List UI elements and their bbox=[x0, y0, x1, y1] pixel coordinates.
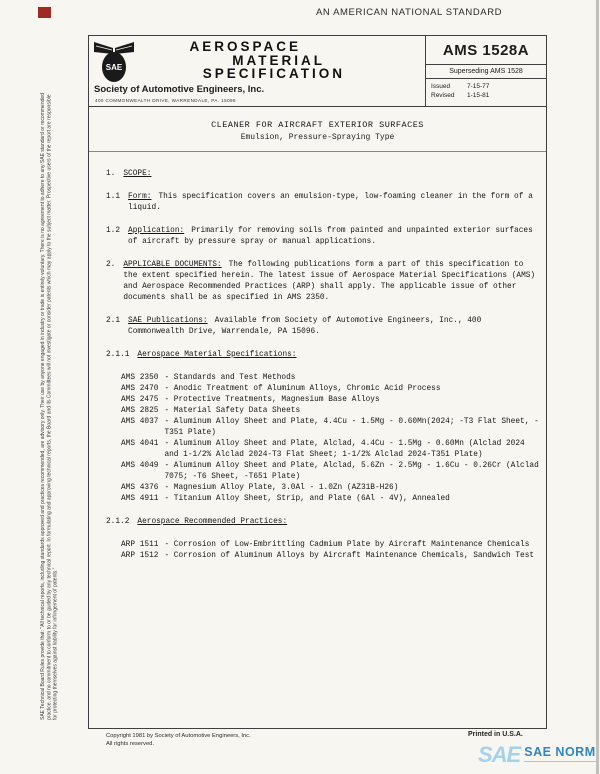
ams-code: AMS 4037 bbox=[121, 418, 159, 426]
ams-code: AMS 4376 bbox=[121, 484, 159, 492]
section-2-1 bbox=[106, 316, 540, 338]
section-heading: Application: bbox=[128, 227, 185, 235]
rights-line: All rights reserved. bbox=[106, 740, 155, 747]
list-item bbox=[121, 406, 540, 417]
document-header bbox=[89, 36, 546, 107]
ams-description: - Anodic Treatment of Aluminum Alloys, Chromic Acid Process bbox=[164, 385, 441, 393]
org-name: Society of Automotive Engineers, Inc. bbox=[94, 84, 265, 95]
section-number: 2. bbox=[106, 261, 116, 269]
list-item bbox=[121, 494, 540, 505]
arp-code: ARP 1511 bbox=[121, 541, 159, 549]
section-number: 2.1.1 bbox=[106, 351, 130, 359]
sae-norm-watermark bbox=[478, 744, 596, 766]
superseding-note: Superseding AMS 1528 bbox=[426, 65, 546, 79]
revised-label: Revised bbox=[431, 92, 455, 99]
ams-code: AMS 2350 bbox=[121, 374, 159, 382]
red-corner-mark bbox=[38, 7, 51, 18]
section-1-2 bbox=[106, 226, 540, 248]
scan-edge-shadow bbox=[596, 0, 599, 774]
section-number: 2.1.2 bbox=[106, 518, 130, 526]
list-item bbox=[121, 439, 540, 461]
section-text: Available from Society of Automotive Engineers, Inc., 400 Commonwealth Drive, Warrendale, PA 15096. bbox=[128, 317, 482, 336]
issued-date: 7-15-77 bbox=[467, 83, 490, 90]
list-item bbox=[121, 461, 540, 483]
section-heading: APPLICABLE DOCUMENTS: bbox=[123, 261, 222, 269]
date-block bbox=[426, 79, 546, 100]
arp-reference-list bbox=[121, 540, 540, 562]
spec-number: AMS 1528A bbox=[426, 36, 546, 65]
ams-description: - Aluminum Alloy Sheet and Plate, Alclad, 4.4Cu - 1.5Mg - 0.60Mn (Alclad 2024 and 1-1/2% Alclad 2024-T3 Flat Sheet; 1-1/2% Alclad 2024-T351 Plate) bbox=[164, 440, 525, 459]
header-left bbox=[89, 36, 425, 106]
ams-description: - Aluminum Alloy Sheet and Plate, 4.4Cu - 1.5Mg - 0.60Mn(2024; -T3 Flat Sheet, -T351 Plate) bbox=[164, 418, 539, 437]
section-1-1 bbox=[106, 192, 540, 214]
ansi-banner: AN AMERICAN NATIONAL STANDARD bbox=[316, 7, 503, 18]
list-item bbox=[121, 395, 540, 406]
arp-description: - Corrosion of Low-Embrittling Cadmium Plate by Aircraft Maintenance Chemicals bbox=[164, 541, 530, 549]
section-text: The following publications form a part of this specification to the extent specified herein. The latest issue of Aerospace Material Specifications (AMS) and Aerospace Recommended Practices (ARP) shall apply. The applicable issue of other documents shall be as specified in AMS 2350. bbox=[123, 261, 536, 302]
ams-description: - Titanium Alloy Sheet, Strip, and Plate (6Al - 4V), Annealed bbox=[164, 495, 450, 503]
sae-logo-icon bbox=[93, 39, 135, 90]
section-1 bbox=[106, 169, 540, 180]
issued-row bbox=[431, 82, 541, 91]
section-heading: Form: bbox=[128, 193, 152, 201]
section-number: 1.1 bbox=[106, 193, 121, 201]
list-item bbox=[121, 551, 540, 562]
document-title-block bbox=[89, 107, 546, 152]
section-heading: SCOPE: bbox=[123, 170, 152, 178]
list-item bbox=[121, 384, 540, 395]
list-item bbox=[121, 540, 540, 551]
document-frame bbox=[88, 35, 547, 729]
copyright-block bbox=[106, 733, 251, 748]
printed-in-usa: Printed in U.S.A. bbox=[468, 731, 523, 738]
ams-description: - Aluminum Alloy Sheet and Plate, Alclad, 5.6Zn - 2.5Mg - 1.6Cu - 0.26Cr (Alclad 7075; -T6 Sheet, -T651 Plate) bbox=[164, 462, 539, 481]
revised-date: 1-15-81 bbox=[467, 92, 490, 99]
ams-description: - Protective Treatments, Magnesium Base Alloys bbox=[164, 396, 380, 404]
ams-code: AMS 4911 bbox=[121, 495, 159, 503]
ams-reference-list bbox=[121, 373, 540, 505]
document-body bbox=[89, 152, 546, 562]
sidebar-disclaimer: SAE Technical Board Rules provide that: "All technical reports, including standards approved and practices recommended, are advisory only. Their use by anyone engaged in industry or trade is entirely voluntary. There is no agreement to adhere to any SAE standard or recommended practice, and no commitment to conform to or be guided by any technical report. In formulating and approving technical reports, the Board and its Committees will not investigate or consider patents which may apply to the subject matter. Prospective users of the report are responsible for protecting themselves against liability for infringement of patents." bbox=[40, 93, 59, 720]
spec-number-box bbox=[425, 36, 546, 106]
section-text: This specification covers an emulsion-type, low-foaming cleaner in the form of a liquid. bbox=[128, 193, 533, 212]
ams-code: AMS 2470 bbox=[121, 385, 159, 393]
section-number: 1. bbox=[106, 170, 116, 178]
section-2 bbox=[106, 260, 540, 304]
ams-description: - Standards and Test Methods bbox=[164, 374, 296, 382]
section-heading: Aerospace Material Specifications: bbox=[137, 351, 297, 359]
ams-code: AMS 2475 bbox=[121, 396, 159, 404]
ams-description: - Magnesium Alloy Plate, 3.0Al - 1.0Zn (AZ31B-H26) bbox=[164, 484, 399, 492]
section-text: Primarily for removing soils from painted and unpainted exterior surfaces of aircraft by pressure spray or manual applications. bbox=[128, 227, 533, 246]
ams-code: AMS 4049 bbox=[121, 462, 159, 470]
spec-title bbox=[189, 40, 345, 81]
section-heading: SAE Publications: bbox=[128, 317, 208, 325]
section-2-1-2 bbox=[106, 517, 540, 528]
section-heading: Aerospace Recommended Practices: bbox=[137, 518, 288, 526]
arp-code: ARP 1512 bbox=[121, 552, 159, 560]
copyright-line: Copyright 1981 by Society of Automotive Engineers, Inc. bbox=[106, 733, 251, 739]
document-title: CLEANER FOR AIRCRAFT EXTERIOR SURFACES bbox=[211, 120, 424, 130]
org-address: 400 COMMONWEALTH DRIVE, WARRENDALE, PA. 15096 bbox=[95, 98, 236, 103]
spec-title-line1: AEROSPACE bbox=[189, 39, 301, 54]
watermark-text: SAE NORM bbox=[524, 745, 596, 759]
issued-label: Issued bbox=[431, 83, 451, 90]
section-2-1-1 bbox=[106, 350, 540, 361]
revised-row bbox=[431, 91, 541, 100]
list-item bbox=[121, 373, 540, 384]
watermark-subline bbox=[524, 761, 596, 764]
list-item bbox=[121, 417, 540, 439]
ams-code: AMS 2825 bbox=[121, 407, 159, 415]
arp-description: - Corrosion of Aluminum Alloys by Aircraft Maintenance Chemicals, Sandwich Test bbox=[164, 552, 535, 560]
ams-code: AMS 4041 bbox=[121, 440, 159, 448]
section-number: 2.1 bbox=[106, 317, 121, 325]
ams-description: - Material Safety Data Sheets bbox=[164, 407, 301, 415]
sae-ghost-logo: SAE bbox=[478, 742, 521, 767]
list-item bbox=[121, 483, 540, 494]
section-number: 1.2 bbox=[106, 227, 121, 235]
document-subtitle: Emulsion, Pressure-Spraying Type bbox=[240, 133, 395, 142]
spec-title-line2: MATERIAL bbox=[232, 52, 325, 68]
spec-title-line3: SPECIFICATION bbox=[202, 66, 345, 81]
sae-logo-text: SAE bbox=[105, 63, 123, 72]
